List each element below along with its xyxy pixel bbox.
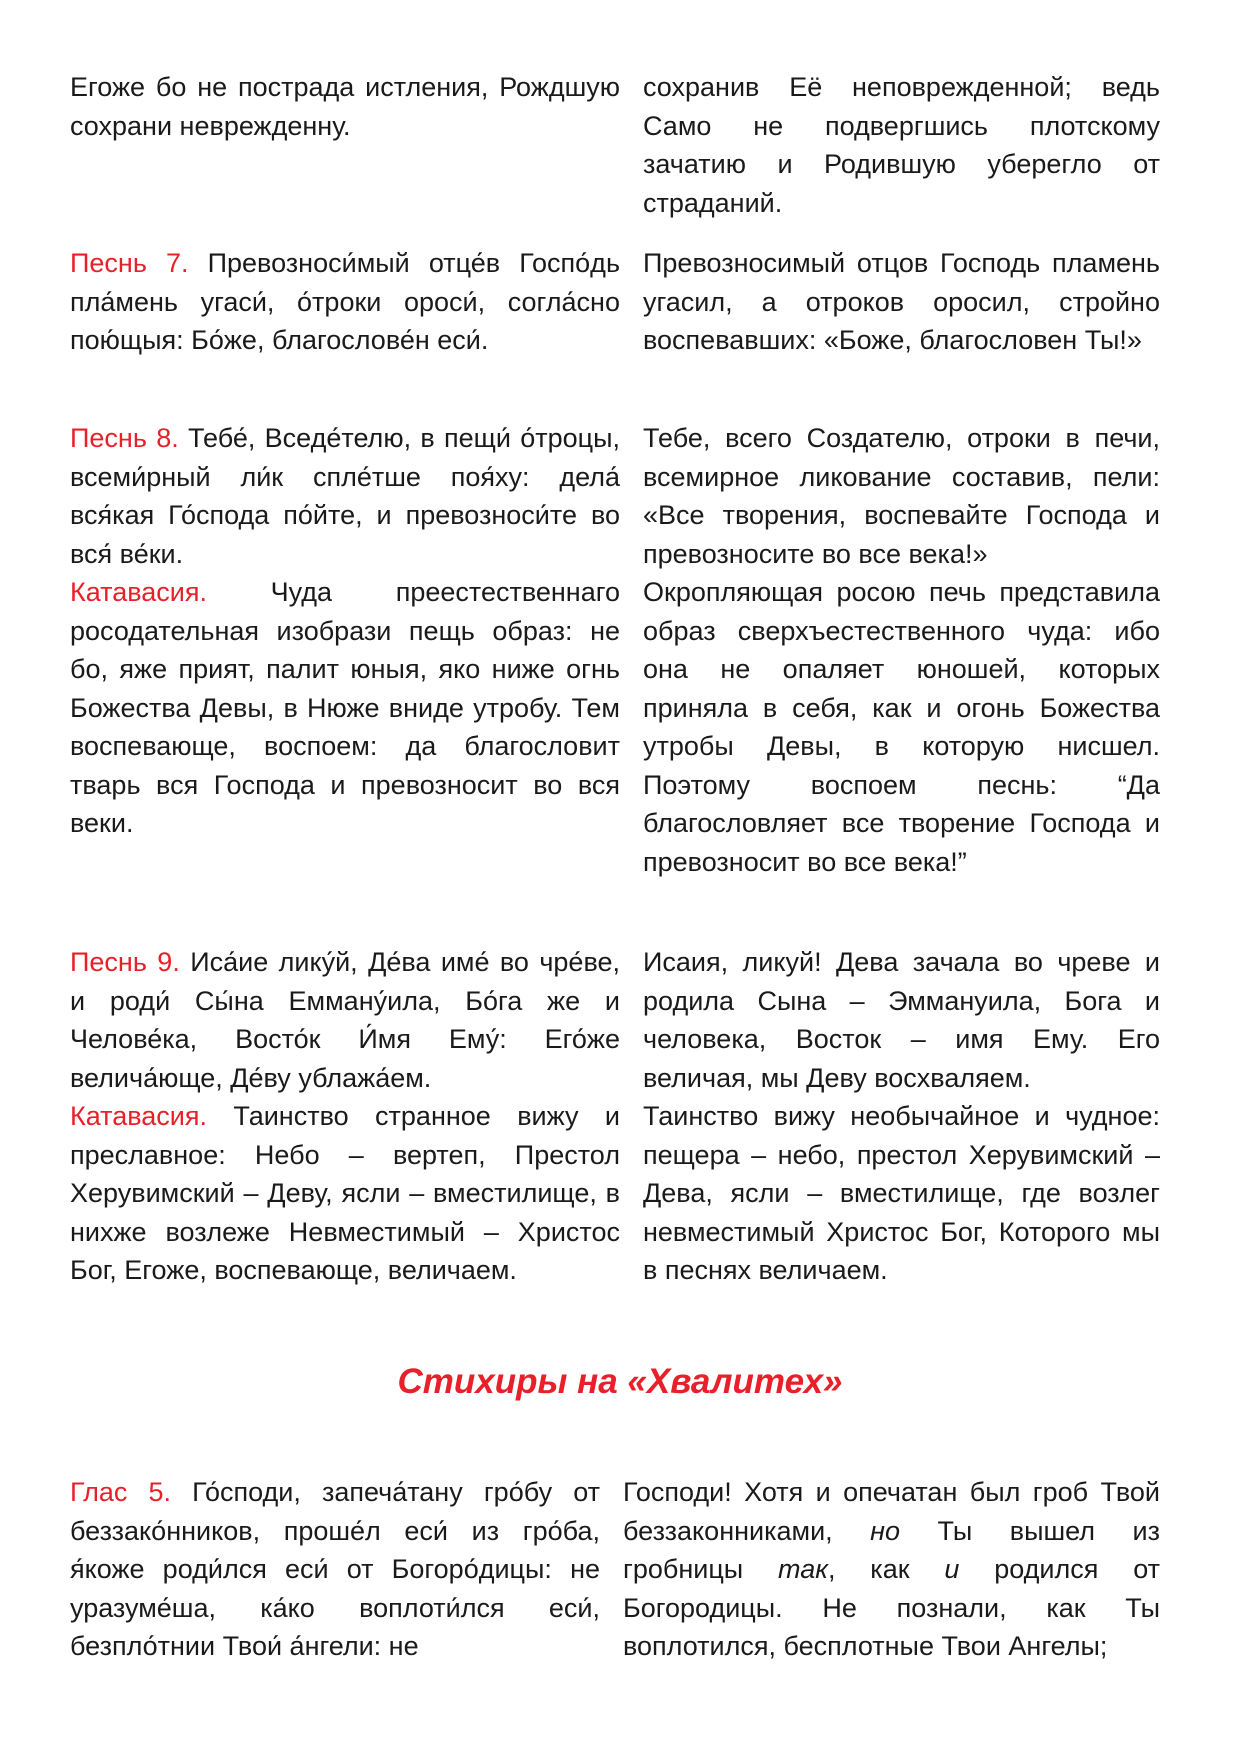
paragraph-text: Превозноси́мый отце́в Госпо́дь пла́мень угаси́, о́троки ороси́, согла́сно пою́щыя: Бо́же, благослове́н еси́. — [70, 248, 621, 355]
slavonic-column — [70, 68, 620, 145]
russian-column — [643, 943, 1160, 1290]
katavasia-label: Катавасия. — [70, 1101, 207, 1131]
slavonic-column — [70, 1473, 600, 1666]
paragraph: Тебе, всего Создателю, отроки в печи, всемирное ликование составив, пели: «Все творения, воспевайте Господа и превозносите во все века!» — [643, 423, 1160, 569]
katavasia-label: Катавасия. — [70, 577, 207, 607]
russian-column — [643, 244, 1160, 360]
paragraph — [70, 1473, 600, 1666]
paragraph-text: Го́споди, запеча́тану гро́бу от беззако́нников, проше́л еси́ из гро́ба, я́коже роди́лся еси́ от Богоро́дицы: не уразуме́ша, ка́ко воплоти́лся еси́, безпло́тнии Твои́ а́нгели: не — [70, 1477, 600, 1661]
paragraph — [70, 244, 620, 360]
ode-label: Песнь 8. — [70, 423, 179, 453]
paragraph-text: Чуда преестественнаго росодательная изобрази пещь образ: не бо, яже прият, палит юныя, яко ниже огнь Божества Девы, в Нюже вниде утробу. Тем воспевающе, воспоем: да благословит тварь вся Господа и превозносит во вся веки. — [70, 577, 620, 838]
paragraph: сохранив Её неповрежденной; ведь Само не подвергшись плотскому зачатию и Родившую уберегло от страданий. — [643, 72, 1160, 218]
russian-column — [643, 68, 1160, 222]
section-title: Стихиры на «Хвалитех» — [397, 1362, 843, 1401]
paragraph-text: Иса́ие лику́й, Де́ва име́ во чре́ве, и роди́ Сы́на Емману́ила, Бо́га же и Челове́ка, Восто́к И́мя Ему́: Его́же велича́юще, Де́ву ублажа́ем. — [70, 947, 621, 1093]
paragraph: Таинство вижу необычайное и чудное: пещера – небо, престол Херувимский – Дева, ясли – вместилище, где возлег невместимый Христос Бог, Которого мы в песнях величаем. — [643, 1101, 1160, 1285]
paragraph: Окропляющая росою печь представила образ сверхъестественного чуда: ибо она не опаляет юношей, которых приняла в себя, как и огонь Божества утробы Девы, в которую нисшел. Поэтому воспоем песнь: “Да благословляет все творение Господа и превозносит во все века!” — [643, 577, 1160, 877]
russian-column — [643, 419, 1160, 881]
ode-label: Песнь 7. — [70, 248, 189, 278]
paragraph — [70, 419, 620, 573]
text-run: Ты вышел из гробницы — [623, 1515, 1160, 1584]
text-run: Господи! Хотя и опечатан был гроб Твой беззаконниками, — [623, 1477, 1160, 1546]
paragraph — [623, 1473, 1160, 1666]
text-run: , как — [827, 1554, 945, 1584]
tone-label: Глас 5. — [70, 1477, 172, 1507]
paragraph — [70, 943, 620, 1097]
ode-label: Песнь 9. — [70, 947, 180, 977]
italic-word: и — [944, 1554, 960, 1584]
slavonic-column — [70, 244, 620, 360]
italic-word: но — [870, 1515, 901, 1546]
paragraph-text: Тебе́, Вседе́телю, в пещи́ о́троцы, всеми́рный ли́к спле́тше поя́ху: дела́ вся́кая Го́спода по́йте, и превозноси́те во вся́ ве́ки. — [70, 423, 620, 569]
russian-column — [623, 1473, 1160, 1666]
slavonic-column — [70, 943, 620, 1290]
paragraph: Исаия, ликуй! Дева зачала во чреве и родила Сына – Эммануила, Бога и человека, Восток – имя Ему. Его величая, мы Деву восхваляем. — [643, 947, 1160, 1093]
paragraph — [70, 573, 620, 843]
paragraph-text: Егоже бо не пострада истления, Рождшую сохрани неврежденну. — [70, 72, 620, 141]
paragraph-text: Таинство странное вижу и преславное: Небо – вертеп, Престол Херувимский – Деву, ясли – вместилище, в нихже возлеже Невместимый – Христос Бог, Егоже, воспевающе, величаем. — [70, 1101, 620, 1285]
italic-word: так — [778, 1554, 828, 1584]
paragraph: Превозносимый отцов Господь пламень угасил, а отроков оросил, стройно воспевавших: «Боже, благословен Ты!» — [643, 248, 1160, 355]
text-run: родился от Богородицы. Не познали, как Ты воплотился, бесплотные Твои Ангелы; — [623, 1554, 1160, 1661]
slavonic-column — [70, 419, 620, 843]
paragraph — [70, 1097, 620, 1290]
paragraph — [70, 68, 620, 145]
